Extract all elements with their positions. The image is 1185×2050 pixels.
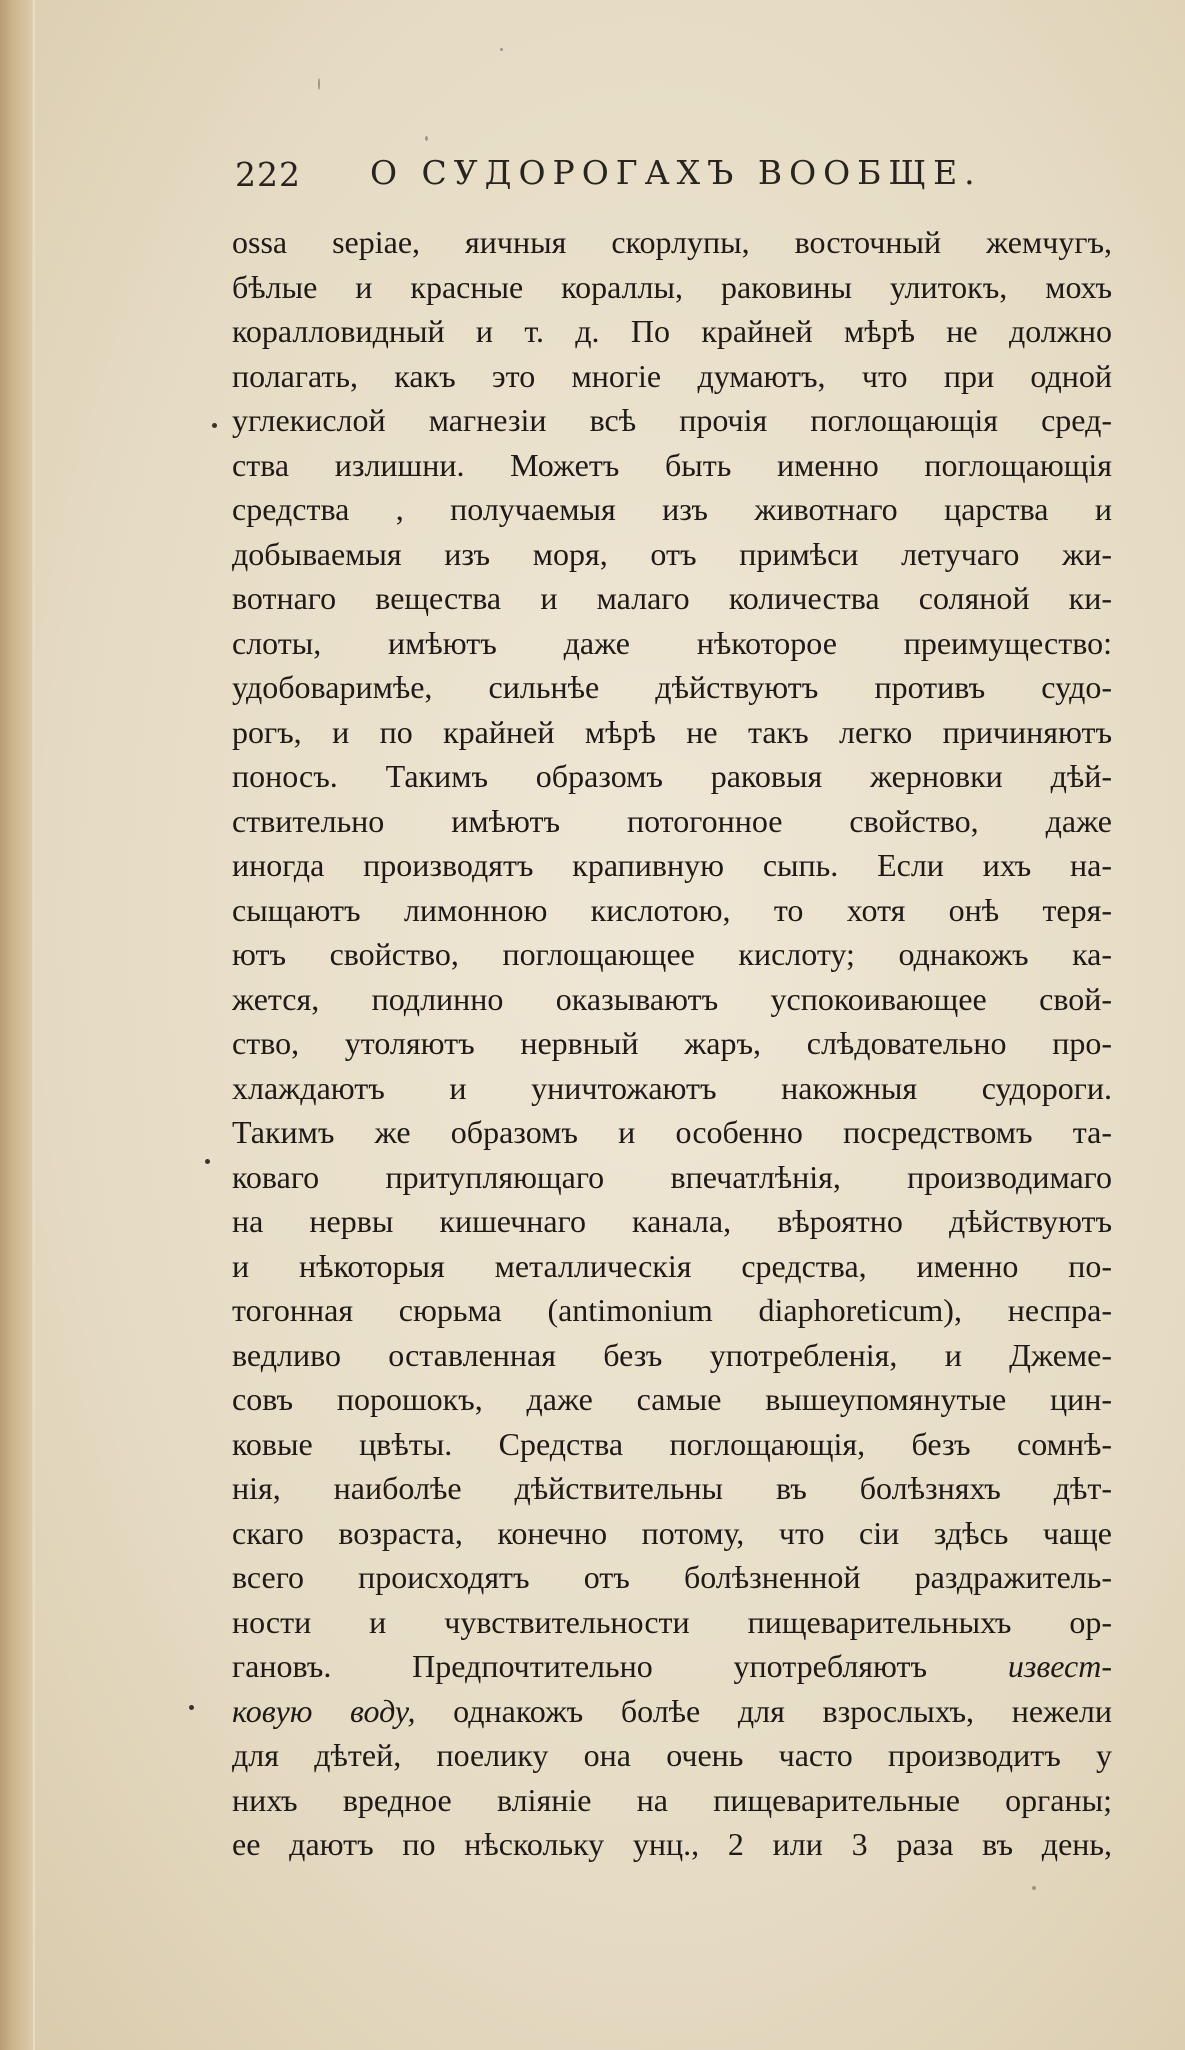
text-line: вотнаго вещества и малаго количества соляной ки- (232, 580, 1112, 616)
paper-speck (318, 78, 320, 90)
text-line: нія, наиболѣе дѣйствительны въ болѣзняхъ дѣт- (232, 1470, 1112, 1506)
text-line: для дѣтей, поелику она очень часто производитъ у (232, 1737, 1112, 1773)
text-line: на нервы кишечнаго канала, вѣроятно дѣйствуютъ (232, 1203, 1112, 1239)
paper-speck (1032, 1886, 1036, 1890)
margin-dot (212, 423, 217, 428)
text-line: хлаждаютъ и уничтожаютъ накожныя судороги. (232, 1069, 1112, 1106)
text-line: ности и чувствительности пищеварительныхъ ор- (232, 1603, 1112, 1640)
text-line: ossa sepiae, яичныя скорлупы, восточный жемчугъ, (232, 224, 1112, 260)
text-line: жется, подлинно оказываютъ успокоивающее свой- (232, 980, 1112, 1017)
text-line: сыщаютъ лимонною кислотою, то хотя онѣ теря- (232, 891, 1112, 928)
text-line: нихъ вредное вліяніе на пищеварительные органы; (232, 1781, 1112, 1818)
italic-term: извест- (1007, 1648, 1112, 1684)
text-line: добываемыя изъ моря, отъ примѣси летучаго жи- (232, 535, 1112, 572)
italic-term: ковую воду, (232, 1692, 416, 1729)
text-line: тогонная сюрьма (antimonium diaphoreticum), неспра- (232, 1292, 1112, 1328)
page-header (235, 150, 1115, 210)
text-line: бѣлые и красные кораллы, раковины улитокъ, мохъ (232, 268, 1112, 305)
text-line: удобоваримѣе, сильнѣе дѣйствуютъ противъ судо- (232, 669, 1112, 705)
text-line: совъ порошокъ, даже самые вышеупомянутые цин- (232, 1381, 1112, 1417)
text-line: Такимъ же образомъ и особенно посредствомъ та- (232, 1114, 1112, 1150)
page-number: 222 (235, 155, 301, 194)
margin-dot (189, 1705, 194, 1710)
text-line: ствительно имѣютъ потогонное свойство, даже (232, 802, 1112, 839)
text-line: углекислой магнезіи всѣ прочія поглощающія сред- (232, 402, 1112, 438)
text-line: ство, утоляютъ нервный жаръ, слѣдовательно про- (232, 1025, 1112, 1061)
text-line: ютъ свойство, поглощающее кислоту; однакожъ ка- (232, 936, 1112, 972)
text-line: ства излишни. Можетъ быть именно поглощающія (232, 446, 1112, 483)
text-line: гановъ. Предпочтительно употребляютъ извест- (232, 1648, 1112, 1684)
text-line: коваго притупляющаго впечатлѣнія, производимаго (232, 1158, 1112, 1195)
text-line: и нѣкоторыя металлическія средства, именно по- (232, 1247, 1112, 1284)
text-line: слоты, имѣютъ даже нѣкоторое преимущество: (232, 624, 1112, 661)
text-line: поносъ. Такимъ образомъ раковыя жерновки дѣй- (232, 758, 1112, 794)
text-line: ведливо оставленная безъ употребленія, и Джеме- (232, 1336, 1112, 1373)
text-line: коралловидный и т. д. По крайней мѣрѣ не должно (232, 313, 1112, 349)
paper-speck (425, 136, 428, 141)
text-line: рогъ, и по крайней мѣрѣ не такъ легко причиняютъ (232, 713, 1112, 750)
text-line: ее даютъ по нѣскольку унц., 2 или 3 раза въ день, (232, 1826, 1112, 1862)
text-line: ковые цвѣты. Средства поглощающія, безъ сомнѣ- (232, 1425, 1112, 1462)
running-title: О СУДОРОГАХЪ ВООБЩЕ. (370, 153, 982, 192)
text-line: всего происходятъ отъ болѣзненной раздражитель- (232, 1559, 1112, 1595)
binding-gutter (0, 0, 32, 2050)
text-line: иногда производятъ крапивную сыпь. Если ихъ на- (232, 847, 1112, 883)
text-line: полагать, какъ это многіе думаютъ, что при одной (232, 357, 1112, 394)
page-edge (33, 0, 35, 2050)
text-line: ковую воду, однакожъ болѣе для взрослыхъ, нежели (232, 1692, 1112, 1729)
text-line: скаго возраста, конечно потому, что сіи здѣсь чаще (232, 1514, 1112, 1551)
body-text (232, 220, 1112, 1867)
text-line: средства , получаемыя изъ животнаго царства и (232, 491, 1112, 527)
margin-dot (205, 1159, 210, 1164)
paper-speck (500, 48, 503, 51)
